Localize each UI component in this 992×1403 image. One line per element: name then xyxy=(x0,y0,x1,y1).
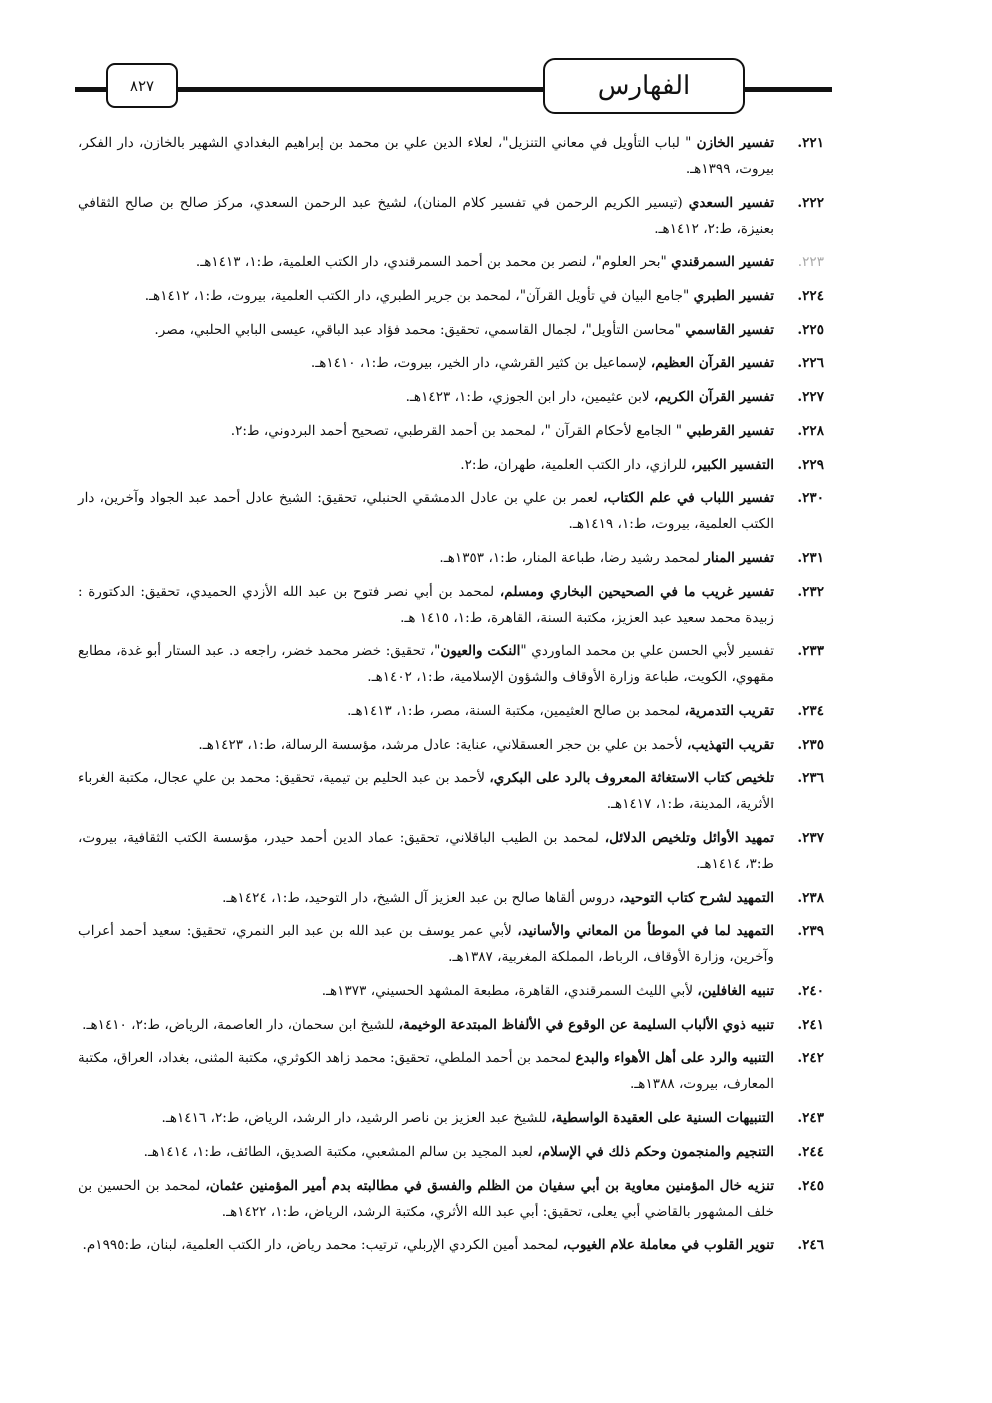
entry-text xyxy=(78,978,774,1004)
entry-text xyxy=(78,317,774,343)
entry-text xyxy=(78,1012,774,1038)
entry-details: لمحمد رشيد رضا، طباعة المنار، ط:١، ١٣٥٣هـ. xyxy=(439,549,705,566)
entry-text xyxy=(78,1232,774,1258)
entry-title: تفسير الخازن xyxy=(696,135,774,151)
entry-title: تلخيص كتاب الاستغاثة المعروف بالرد على البكري، xyxy=(489,770,774,787)
entry-title: النكت والعيون xyxy=(440,643,521,660)
entry-details: "، تحقيق: خضر محمد خضر، راجعه د. عبد الستار أبو غدة، مطابع مقهوي، الكويت، طباعة وزارة الأوقاف والشؤون الإسلامية، ط:١، ١٤٠٢هـ. xyxy=(78,643,774,686)
entry-title: تفسير الطبري xyxy=(693,288,774,305)
entry-title: تفسير غريب ما في الصحيحين البخاري ومسلم، xyxy=(499,583,774,600)
entry-details: لمحمد بن الحسين بن خلف المشهور بالقاضي أبي يعلى، تحقيق: أبي عبد الله الأثري، مكتبة الرشد، الرياض، ط:١، ١٤٢٢هـ. xyxy=(78,1177,774,1220)
entry-text xyxy=(78,418,774,444)
entry-text xyxy=(78,1105,774,1131)
entry-details: لعبد المجيد بن سالم المشعبي، مكتبة الصديق، الطائف، ط:١، ١٤١٤هـ. xyxy=(143,1143,538,1160)
entry-text xyxy=(78,130,774,182)
list-item xyxy=(78,317,824,343)
entry-details: (تيسير الكريم الرحمن في تفسير كلام المنان)، لشيخ عبد الرحمن السعدي، مركز صالح بن صالح الثقافي بعنيزة، ط:٢، ١٤١٢هـ. xyxy=(78,194,774,237)
list-item xyxy=(78,1173,824,1225)
list-item xyxy=(78,190,824,242)
entry-details: للرازي، دار الكتب العلمية، طهران، ط:٢. xyxy=(460,456,692,473)
list-item xyxy=(78,732,824,758)
entry-details: لعمر بن علي بن عادل الدمشقي الحنبلي، تحقيق: الشيخ عادل أحمد عبد الجواد وآخرين، دار الكتب العلمية، بيروت، ط:١، ١٤١٩هـ. xyxy=(78,490,774,533)
list-item xyxy=(78,249,824,275)
entry-number: ٢٣٦. xyxy=(797,770,824,787)
entry-number: ٢٣٧. xyxy=(797,830,824,846)
list-item xyxy=(78,885,824,911)
entry-prefix: تفسير لأبي الحسن علي بن محمد الماوردي " xyxy=(520,643,774,660)
entry-details: " الجامع لأحكام القرآن "، لمحمد بن أحمد القرطبي، تصحيح أحمد البردوني، ط:٢. xyxy=(230,422,687,439)
entry-details: لمحمد بن أحمد الملطي، تحقيق: محمد زاهد الكوثري، مكتبة المثنى، بغداد، العراق، مكتبة المعارف، بيروت، ١٣٨٨هـ. xyxy=(78,1050,774,1093)
entry-title: تفسير القرآن الكريم، xyxy=(653,389,774,406)
entry-details: لمحمد أمين الكردي الإربلي، ترتيب: محمد رياض، دار الكتب العلمية، لبنان، ط:١٩٩٥م. xyxy=(82,1237,563,1254)
list-item xyxy=(78,638,824,690)
entry-title: تنوير القلوب في معاملة علام الغيوب، xyxy=(562,1237,774,1254)
entry-text xyxy=(78,918,774,970)
entry-title: التنجيم والمنجمون وحكم ذلك في الإسلام، xyxy=(537,1143,774,1160)
entry-text xyxy=(78,384,774,410)
entry-number: ٢٤٢. xyxy=(797,1050,824,1067)
entry-title: تفسير اللباب في علم الكتاب، xyxy=(603,490,774,507)
entry-text xyxy=(78,825,774,877)
page-number: ٨٢٧ xyxy=(106,63,178,108)
entry-number: ٢٣٥. xyxy=(797,736,824,753)
entry-number: ٢٣١. xyxy=(797,549,824,566)
entry-text xyxy=(78,545,774,571)
entry-details: لأبي الليث السمرقندي، القاهرة، مطبعة المشهد الحسيني، ١٣٧٣هـ. xyxy=(321,983,698,1000)
entry-number: ٢٣٩. xyxy=(797,923,824,940)
entry-text xyxy=(78,579,774,631)
entry-text xyxy=(78,1139,774,1165)
list-item xyxy=(78,698,824,724)
entry-number: ٢٢٨. xyxy=(797,422,824,439)
list-item xyxy=(78,350,824,376)
entry-details: للشيخ ابن سحمان، دار العاصمة، الرياض، ط:٢، ١٤١٠هـ. xyxy=(82,1016,399,1033)
entry-title: تفسير المنار xyxy=(704,549,774,566)
bibliography-list xyxy=(78,130,824,1266)
entry-text xyxy=(78,732,774,758)
entry-details: لمحمد بن الطيب الباقلاني، تحقيق: عماد الدين أحمد حيدر، مؤسسة الكتب الثقافية، بيروت، ط:٣، ١٤١٤هـ. xyxy=(78,830,774,872)
list-item xyxy=(78,1105,824,1131)
entry-number: ٢٤٤. xyxy=(797,1143,824,1160)
entry-text xyxy=(78,452,774,478)
entry-details: لأحمد بن عبد الحليم بن تيمية، تحقيق: محمد بن علي عجال، مكتبة الغرباء الأثرية، المدينة، ط:١، ١٤١٧هـ. xyxy=(78,770,774,813)
entry-text xyxy=(78,885,774,911)
entry-details: " لباب التأويل في معاني التنزيل"، لعلاء الدين علي بن محمد بن إبراهيم البغدادي الشهير بالخازن، دار الفكر، بيروت، ١٣٩٩هـ. xyxy=(78,135,774,177)
list-item xyxy=(78,485,824,537)
entry-text xyxy=(78,249,774,275)
entry-title: تنزيه خال المؤمنين معاوية بن أبي سفيان من الظلم والفسق في مطالبته بدم أمير المؤمنين عثمان، xyxy=(205,1177,774,1194)
entry-details: لأحمد بن علي بن حجر العسقلاني، عناية: عادل مرشد، مؤسسة الرسالة، ط:١، ١٤٢٣هـ. xyxy=(198,736,688,753)
entry-number: ٢٢٧. xyxy=(797,389,824,406)
entry-number: ٢٤١. xyxy=(797,1016,824,1033)
entry-text xyxy=(78,1045,774,1097)
list-item xyxy=(78,1012,824,1038)
entry-number: ٢٣٠. xyxy=(797,490,824,507)
entry-title: تفسير السمرقندي xyxy=(671,254,774,271)
list-item xyxy=(78,918,824,970)
list-item xyxy=(78,1232,824,1258)
entry-number: ٢٤٠. xyxy=(797,983,824,1000)
entry-number: ٢٢٤. xyxy=(797,288,824,305)
list-item xyxy=(78,1045,824,1097)
list-item xyxy=(78,452,824,478)
list-item xyxy=(78,765,824,817)
entry-text xyxy=(78,638,774,690)
entry-number: ٢٤٣. xyxy=(797,1110,824,1127)
section-title: الفهارس xyxy=(543,58,745,114)
entry-title: التمهيد لشرح كتاب التوحيد، xyxy=(619,889,774,906)
entry-title: التفسير الكبير، xyxy=(691,456,774,473)
entry-number: ٢٤٦. xyxy=(797,1237,824,1254)
entry-number: ٢٢٩. xyxy=(797,456,824,473)
entry-details: لمحمد بن صالح العثيمين، مكتبة السنة، مصر، ط:١، ١٤١٣هـ. xyxy=(347,702,685,719)
entry-details: للشيخ عبد العزيز بن ناصر الرشيد، دار الرشد، الرياض، ط:٢، ١٤١٦هـ. xyxy=(161,1110,552,1127)
list-item xyxy=(78,384,824,410)
list-item xyxy=(78,418,824,444)
entry-details: دروس ألقاها صالح بن عبد العزيز آل الشيخ، دار التوحيد، ط:١، ١٤٢٤هـ. xyxy=(222,889,620,906)
list-item xyxy=(78,130,824,182)
entry-details: لإسماعيل بن كثير القرشي، دار الخير، بيروت، ط:١، ١٤١٠هـ. xyxy=(310,355,651,372)
entry-number: ٢٣٣. xyxy=(797,643,824,660)
entry-text xyxy=(78,1173,774,1225)
list-item xyxy=(78,283,824,309)
entry-title: تفسير القاسمي xyxy=(685,321,774,338)
entry-number: ٢٢٢. xyxy=(797,194,824,211)
entry-number: ٢٣٢. xyxy=(797,583,824,600)
entry-text xyxy=(78,283,774,309)
entry-text xyxy=(78,350,774,376)
entry-details: لأبي عمر يوسف بن عبد الله بن عبد البر النمري، تحقيق: سعيد أحمد أعراب وآخرين، وزارة الأوقاف، الرباط، المملكة المغربية، ١٣٨٧هـ. xyxy=(78,923,774,966)
entry-details: "بحر العلوم"، لنصر بن محمد بن أحمد السمرقندي، دار الكتب العلمية، ط:١، ١٤١٣هـ. xyxy=(195,254,672,271)
entry-title: تنبيه ذوي الألباب السليمة عن الوقوع في الألفاظ المبتدعة الوخيمة، xyxy=(398,1016,774,1033)
list-item xyxy=(78,1139,824,1165)
entry-number: ٢٤٥. xyxy=(797,1177,824,1194)
entry-number: ٢٣٤. xyxy=(797,702,824,719)
entry-title: التمهيد لما في الموطأ من المعاني والأسانيد، xyxy=(517,923,774,940)
entry-title: تفسير السعدي xyxy=(688,194,774,211)
entry-text xyxy=(78,190,774,242)
entry-details: "جامع البيان في تأويل القرآن"، لمحمد بن جرير الطبري، دار الكتب العلمية، بيروت، ط:١، ١٤١٢هـ. xyxy=(144,288,694,305)
entry-number: ٢٢١. xyxy=(797,135,824,151)
entry-title: التنبيه والرد على أهل الأهواء والبدع xyxy=(575,1050,774,1067)
entry-title: تفسير القرآن العظيم، xyxy=(650,355,774,372)
entry-title: تفسير القرطبي xyxy=(686,422,774,439)
list-item xyxy=(78,978,824,1004)
entry-title: تنبيه الغافلين، xyxy=(697,983,774,1000)
entry-title: تقريب التدمرية، xyxy=(684,702,774,719)
entry-details: لابن عثيمين، دار ابن الجوزي، ط:١، ١٤٢٣هـ. xyxy=(405,389,654,406)
list-item xyxy=(78,825,824,877)
list-item xyxy=(78,579,824,631)
entry-text xyxy=(78,765,774,817)
entry-text xyxy=(78,698,774,724)
entry-number: ٢٢٦. xyxy=(797,355,824,372)
entry-title: تمهيد الأوائل وتلخيص الدلائل، xyxy=(604,830,774,846)
entry-text xyxy=(78,485,774,537)
entry-details: "محاسن التأويل"، لجمال القاسمي، تحقيق: محمد فؤاد عبد الباقي، عيسى البابي الحلبي، مصر. xyxy=(154,321,686,338)
entry-title: تقريب التهذيب، xyxy=(687,736,774,753)
entry-details: لمحمد بن أبي نصر فتوح بن عبد الله الأزدي الحميدي، تحقيق: الدكتورة : زبيدة محمد سعيد عبد العزيز، مكتبة السنة، القاهرة، ط:١، ١٤١٥ هـ. xyxy=(78,583,774,626)
entry-title: التنبيهات السنية على العقيدة الواسطية، xyxy=(551,1110,774,1127)
entry-number: ٢٣٨. xyxy=(797,889,824,906)
entry-number: ٢٢٥. xyxy=(797,321,824,338)
entry-number: ٢٢٣. xyxy=(797,254,824,271)
list-item xyxy=(78,545,824,571)
